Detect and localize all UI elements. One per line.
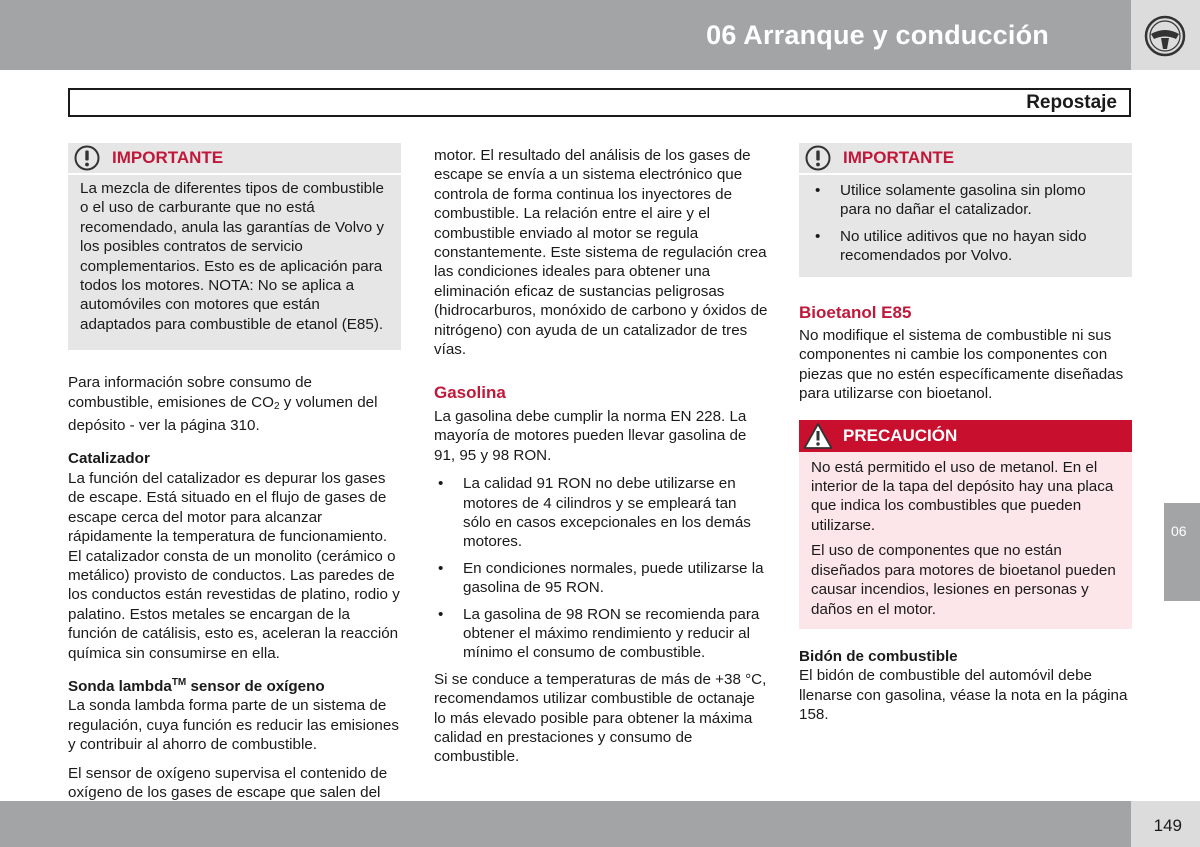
bullet-text: No utilice aditivos que no hayan sido recomendados por Volvo. (840, 227, 1087, 265)
bullet-text: Utilice solamente gasolina sin plomo para no dañar el catalizador. (840, 182, 1086, 219)
gasolina-heading: Gasolina (434, 383, 506, 403)
exclamation-icon (805, 145, 831, 171)
bullet-icon: • (438, 605, 444, 623)
bullet-text: La gasolina de 98 RON se recomienda para obtener el máximo rendimiento y reducir al mínimo el consumo de combustible. (463, 605, 760, 662)
sonda-heading (68, 673, 401, 696)
bullet-icon: • (815, 182, 821, 199)
column-2 (434, 146, 768, 776)
important-box-header (799, 143, 1132, 175)
page-number-box (1131, 801, 1200, 847)
consumo-text-b: y volumen del depósito - ver la página 310. (68, 393, 378, 435)
important-box-header (68, 143, 401, 175)
caution-text-2: El uso de componentes que no están diseñados para motores de bioetanol pueden causar incendios, lesiones en personas y daños en el motor. (811, 542, 1116, 618)
motor-text: motor. El resultado del análisis de los gases de escape se envía a un sistema electrónico que controla de forma continua los inyectores de combustible. La relación entre el aire y el combustible enviado al motor se regula constantemente. Este sistema de regulación crea las condiciones ideales para obtener una eliminación eficaz de sustancias peligrosas (hidrocarburos, monóxido de carbono y óxidos de nitrógeno) con ayuda de un catalizador de tres vías. (434, 147, 768, 359)
caution-text-1: No está permitido el uso de metanol. En el interior de la tapa del depósito hay una placa que indica los combustibles que pueden utilizarse. (811, 458, 1114, 534)
sensor-text: El sensor de oxígeno supervisa el contenido de oxígeno de los gases de escape que salen del (68, 764, 388, 801)
chapter-side-tab (1164, 503, 1200, 601)
temperatura-text: Si se conduce a temperaturas de más de +38 °C, recomendamos utilizar combustible de octanaje lo más elevado posible para obtener la máxima calidad en prestaciones y consumo de combustible. (434, 670, 767, 766)
list-item (811, 181, 1120, 220)
caution-label: PRECAUCIÓN (843, 425, 958, 445)
steering-wheel-icon (1143, 15, 1187, 57)
trademark-superscript: TM (171, 676, 187, 688)
important-text: La mezcla de diferentes tipos de combustible o el uso de carburante que no está recomendado, anula las garantías de Volvo y los posibles contratos de servicio complementarios. Esto es de aplicación para todos los motores. NOTA: No se aplica a automóviles con motores que están adaptados para combustible de etanol (E85). (80, 180, 384, 333)
side-tab-label: 06 (1171, 523, 1187, 539)
bullet-icon: • (438, 559, 444, 577)
section-title: Repostaje (1026, 92, 1117, 113)
bioetanol-heading: Bioetanol E85 (799, 302, 912, 322)
sonda-heading-a: Sonda lambda (68, 677, 172, 695)
section-title-box (68, 88, 1131, 117)
header-bar (0, 0, 1131, 70)
bullet-icon: • (438, 475, 444, 493)
list-item (434, 474, 768, 552)
gasolina-bullet-list (434, 474, 768, 663)
sonda-text: La sonda lambda forma parte de un sistema de regulación, cuya función es reducir las emisiones y contribuir al ahorro de combustible. (68, 697, 399, 754)
list-item (811, 227, 1120, 266)
bidon-heading: Bidón de combustible (799, 647, 958, 665)
caution-box (799, 420, 1132, 629)
caution-box-header (799, 420, 1132, 452)
important-label: IMPORTANTE (112, 148, 224, 168)
chapter-title: 06 Arranque y conducción (706, 20, 1049, 50)
list-item (434, 559, 768, 598)
consumo-paragraph (68, 373, 401, 435)
bioetanol-text: No modifique el sistema de combustible ni sus componentes ni cambie los componentes con piezas que no estén específicamente diseñadas para utilizarse con bioetanol. (799, 327, 1124, 403)
bidon-text: El bidón de combustible del automóvil debe llenarse con gasolina, véase la nota en la página 158. (799, 667, 1128, 724)
important-label: IMPORTANTE (843, 148, 955, 168)
footer-bar (0, 801, 1131, 847)
bullet-text: En condiciones normales, puede utilizarse la gasolina de 95 RON. (463, 559, 764, 597)
bullet-icon: • (815, 227, 821, 245)
exclamation-icon (74, 145, 100, 171)
chapter-icon-box (1131, 0, 1200, 70)
bullet-text: La calidad 91 RON no debe utilizarse en motores de 4 cilindros y se empleará tan sólo en casos excepcionales en los demás motores. (463, 475, 751, 551)
warning-triangle-icon (803, 422, 833, 450)
co2-subscript: 2 (273, 400, 280, 412)
sonda-heading-b: sensor de oxígeno (186, 677, 325, 695)
column-3 (799, 143, 1132, 734)
gasolina-text: La gasolina debe cumplir la norma EN 228. La mayoría de motores pueden llevar gasolina de 91, 95 y 98 RON. (434, 407, 747, 464)
important-box-2 (799, 143, 1132, 277)
consumo-text-a: Para información sobre consumo de combustible, emisiones de CO (68, 374, 312, 411)
catalizador-text: La función del catalizador es depurar los gases de escape. Está situado en el flujo de gases de escape cerca del motor para alcanzar rápidamente la temperatura de funcionamiento. El catalizador consta de un monolito (cerámico o metálico) provisto de conductos. Las paredes de los conductos están revestidas de platino, rodio y palatino. Estos metales se encargan de la función de catálisis, esto es, aceleran la reacción química sin consumirse en ella. (68, 469, 400, 662)
catalizador-heading: Catalizador (68, 450, 150, 468)
list-item (434, 605, 768, 663)
column-1 (68, 143, 401, 811)
important-bullet-list (811, 181, 1120, 266)
page-number: 149 (1153, 816, 1182, 835)
important-box (68, 143, 401, 350)
